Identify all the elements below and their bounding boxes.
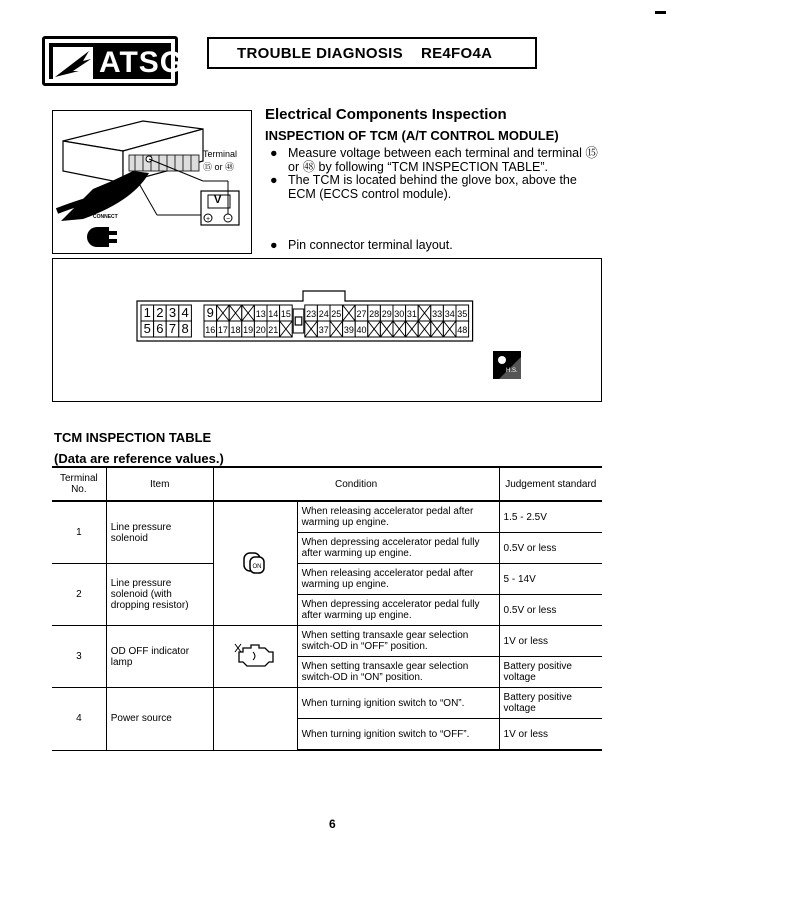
- judgement-cell: 0.5V or less: [499, 595, 602, 626]
- pin-number-label: 2: [156, 305, 164, 320]
- page-mark: [655, 11, 666, 14]
- pin-number-label: 48: [457, 325, 468, 335]
- svg-text:+: +: [205, 216, 211, 223]
- pin-number-label: 31: [406, 309, 417, 319]
- pin-number-label: 24: [318, 309, 329, 319]
- bullet-item: [270, 146, 610, 174]
- engine-running-icon: [213, 626, 297, 688]
- page-number: 6: [329, 817, 336, 831]
- pin-number-label: 28: [369, 309, 380, 319]
- hs-label: H.S.: [506, 368, 518, 374]
- table-subtitle: (Data are reference values.): [54, 451, 224, 466]
- header-title: TROUBLE DIAGNOSIS: [237, 45, 403, 62]
- terminal-cell: 1: [52, 501, 106, 564]
- pin-number-label: 20: [255, 325, 266, 335]
- header-code: RE4FO4A: [420, 45, 493, 62]
- condition-cell: When turning ignition switch to “OFF”.: [297, 719, 499, 751]
- bullet-text: Pin connector terminal layout.: [288, 238, 453, 252]
- terminal-cell: 2: [52, 564, 106, 626]
- pin-number-label: 15: [280, 309, 291, 319]
- item-cell: Power source: [106, 688, 213, 751]
- pin-number-label: 6: [156, 321, 164, 336]
- tcm-illustration: [52, 110, 252, 254]
- bird-logo-icon: [53, 47, 93, 81]
- judgement-cell: Battery positive voltage: [499, 688, 602, 719]
- pin-number-label: 39: [343, 325, 354, 335]
- pin-number-label: 30: [394, 309, 405, 319]
- pin-number-label: 5: [143, 321, 151, 336]
- tcm-inspection-table: [52, 466, 602, 751]
- bullet-item: [270, 173, 610, 201]
- item-cell: Line pressure solenoid: [106, 501, 213, 564]
- svg-text:−: −: [225, 216, 231, 223]
- bullet-text: The TCM is located behind the glove box, above the ECM (ECCS control module).: [288, 173, 577, 201]
- connect-label: CONNECT: [93, 214, 118, 220]
- terminal-cell: 4: [52, 688, 106, 751]
- bullet-dot-icon: ●: [270, 173, 278, 187]
- bullet-text: Measure voltage between each terminal and terminal ⑮ or ㊽ by following “TCM INSPECTION TABLE”.: [288, 146, 598, 174]
- judgement-cell: 1V or less: [499, 626, 602, 657]
- condition-cell: When depressing accelerator pedal fully after warming up engine.: [297, 595, 499, 626]
- header-terminal: Terminal No.: [52, 467, 106, 501]
- pin-number-label: 25: [331, 309, 342, 319]
- ignition-key-icon: [213, 501, 297, 626]
- judgement-cell: Battery positive voltage: [499, 657, 602, 688]
- pin-number-label: 9: [206, 305, 214, 320]
- table-row: [52, 501, 602, 533]
- condition-cell: When depressing accelerator pedal fully after warming up engine.: [297, 533, 499, 564]
- pin-number-label: 19: [243, 325, 254, 335]
- judgement-cell: 5 - 14V: [499, 564, 602, 595]
- pin-number-label: 18: [230, 325, 241, 335]
- pin-number-label: 27: [356, 309, 367, 319]
- table-row: [52, 626, 602, 657]
- pin-number-label: 33: [432, 309, 443, 319]
- table-title: TCM INSPECTION TABLE: [54, 430, 212, 445]
- pin-number-label: 21: [268, 325, 279, 335]
- meter-label: V: [214, 194, 222, 206]
- condition-cell: When setting transaxle gear selection switch-OD in “OFF” position.: [297, 626, 499, 657]
- terminal-label: Terminal: [203, 149, 238, 159]
- condition-cell: When setting transaxle gear selection switch-OD in “ON” position.: [297, 657, 499, 688]
- pin-number-label: 4: [181, 305, 189, 320]
- header-item: Item: [106, 467, 213, 501]
- pin-number-label: 13: [255, 309, 266, 319]
- pin-number-label: 7: [168, 321, 177, 336]
- section-subtitle: INSPECTION OF TCM (A/T CONTROL MODULE): [265, 128, 559, 143]
- bullet-dot-icon: ●: [270, 146, 278, 160]
- pin-number-label: 40: [356, 325, 367, 335]
- pin-number-label: 29: [381, 309, 392, 319]
- pin-number-label: 3: [168, 305, 177, 320]
- pin-number-label: 23: [306, 309, 317, 319]
- header-condition: Condition: [213, 467, 499, 501]
- page-header: [207, 37, 537, 69]
- tcm-diagram-icon: [53, 111, 251, 253]
- bullet-item: [270, 238, 610, 252]
- terminal-cell: 3: [52, 626, 106, 688]
- atsg-logo: [42, 36, 185, 86]
- header-judgement: Judgement standard: [499, 467, 602, 501]
- table-row: [52, 688, 602, 719]
- pin-number-label: 8: [181, 321, 189, 336]
- logo-text: ATSG: [99, 46, 185, 79]
- pin-number-label: 34: [444, 309, 455, 319]
- connector-layout: [52, 258, 602, 402]
- condition-cell: When releasing accelerator pedal after warming up engine.: [297, 501, 499, 533]
- pin-number-label: 37: [318, 325, 329, 335]
- item-cell: OD OFF indicator lamp: [106, 626, 213, 688]
- pin-number-label: 17: [217, 325, 228, 335]
- table-row: [52, 564, 602, 595]
- hs-badge-icon: [493, 351, 521, 379]
- condition-cell: When turning ignition switch to “ON”.: [297, 688, 499, 719]
- condition-cell: When releasing accelerator pedal after warming up engine.: [297, 564, 499, 595]
- judgement-cell: 1V or less: [499, 719, 602, 751]
- pin-number-label: 16: [205, 325, 216, 335]
- terminal-values: ⑮ or ㊽: [203, 162, 235, 172]
- section-title: Electrical Components Inspection: [265, 106, 507, 123]
- bullet-dot-icon: ●: [270, 238, 278, 252]
- pin-number-label: 35: [457, 309, 468, 319]
- judgement-cell: 0.5V or less: [499, 533, 602, 564]
- item-cell: Line pressure solenoid (with dropping resistor): [106, 564, 213, 626]
- judgement-cell: 1.5 - 2.5V: [499, 501, 602, 533]
- pin-connector-diagram: [53, 259, 601, 401]
- svg-text:ON: ON: [252, 564, 262, 570]
- pin-number-label: 1: [143, 305, 151, 320]
- pin-number-label: 14: [268, 309, 279, 319]
- blank-icon-cell: [213, 688, 297, 751]
